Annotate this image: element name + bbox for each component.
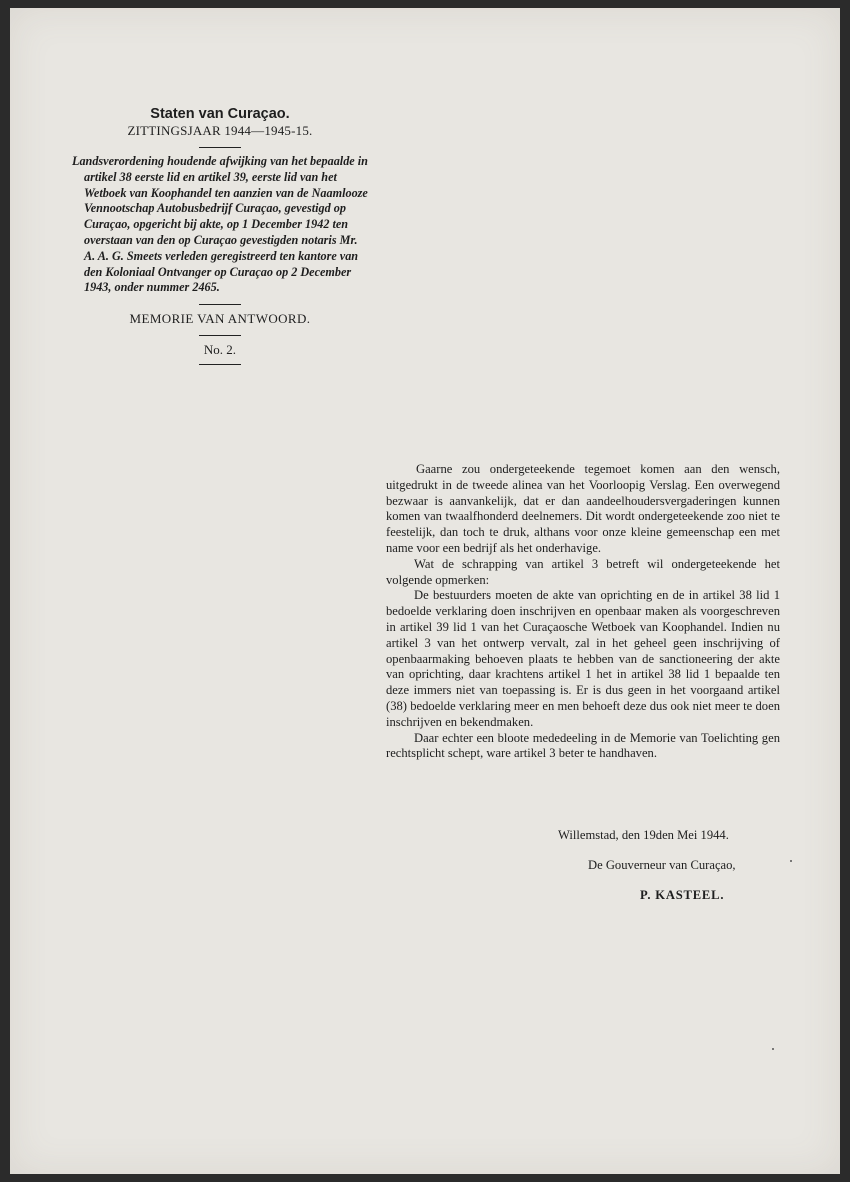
- paragraph: Gaarne zou ondergeteekende tegemoet komen aan den wensch, uitgedrukt in de tweede alinea van het Voorloopig Verslag. Een overwegend bezwaar is aanvankelijk, dat er dan aandeelhoudersvergaderingen kunnen komen van twaalfhonderd deelnemers. Dit wordt ondergeteekende zoo niet te feestelijk, dan toch te druk, althans voor onze kleine gemeenschap een met name voor een bedrijf als het onderhavige.: [386, 462, 780, 555]
- signatory-name: P. KASTEEL.: [640, 888, 725, 902]
- header-block: [72, 106, 368, 371]
- session-year: ZITTINGSJAAR 1944—1945-15.: [127, 123, 313, 138]
- body-text: [386, 462, 780, 762]
- subject-text: Landsverordening houdende afwijking van het bepaalde in artikel 38 eerste lid en artikel 39, eerste lid van het Wetboek van Koophandel ten aanzien van de Naamlooze Vennootschap Autobusbedrijf Curaçao, gevestigd op Curaçao, opgericht bij akte, op 1 December 1942 ten overstaan van den op Curaçao gevestigden notaris Mr. A. A. G. Smeets verleden geregistreerd ten kantore van den Koloniaal Ontvanger op Curaçao op 2 December 1943, onder nummer 2465.: [72, 154, 368, 295]
- place-date: Willemstad, den 19den Mei 1944.: [558, 828, 729, 842]
- document-title: Staten van Curaçao.: [150, 106, 290, 122]
- signatory-office: De Gouverneur van Curaçao,: [588, 858, 736, 872]
- document-type: MEMORIE VAN ANTWOORD.: [129, 311, 311, 327]
- paragraph: Wat de schrapping van artikel 3 betreft wil ondergeteekende het volgende opmerken:: [386, 556, 780, 587]
- divider: [199, 147, 241, 148]
- paragraph: Daar echter een bloote mededeeling in de Memorie van Toelichting gen rechtsplicht schept, ware artikel 3 beter te handhaven.: [386, 730, 780, 761]
- document-number: No. 2.: [203, 342, 237, 358]
- paper-speck: [790, 860, 792, 862]
- divider: [199, 364, 241, 365]
- divider: [199, 335, 241, 336]
- divider: [199, 304, 241, 305]
- paragraph: De bestuurders moeten de akte van oprichting en de in artikel 38 lid 1 bedoelde verklaring doen inschrijven en openbaar maken als voorgeschreven in artikel 39 lid 1 van het Curaçaosche Wetboek van Koophandel. Indien nu artikel 3 van het ontwerp vervalt, zal in het geheel geen inschrijving of openbaarmaking behoeven plaats te hebben van de sanctioneering der akte van oprichting, daar krachtens artikel 1 het in artikel 38 lid 1 bepaalde ten deze immers niet van toepassing is. Er is dus geen in het voorgaand artikel (38) bedoelde verklaring meer en men behoeft deze dus ook niet meer te doen inschrijven en bekendmaken.: [386, 588, 780, 729]
- paper-speck: [772, 1048, 774, 1050]
- document-page: [10, 8, 840, 1174]
